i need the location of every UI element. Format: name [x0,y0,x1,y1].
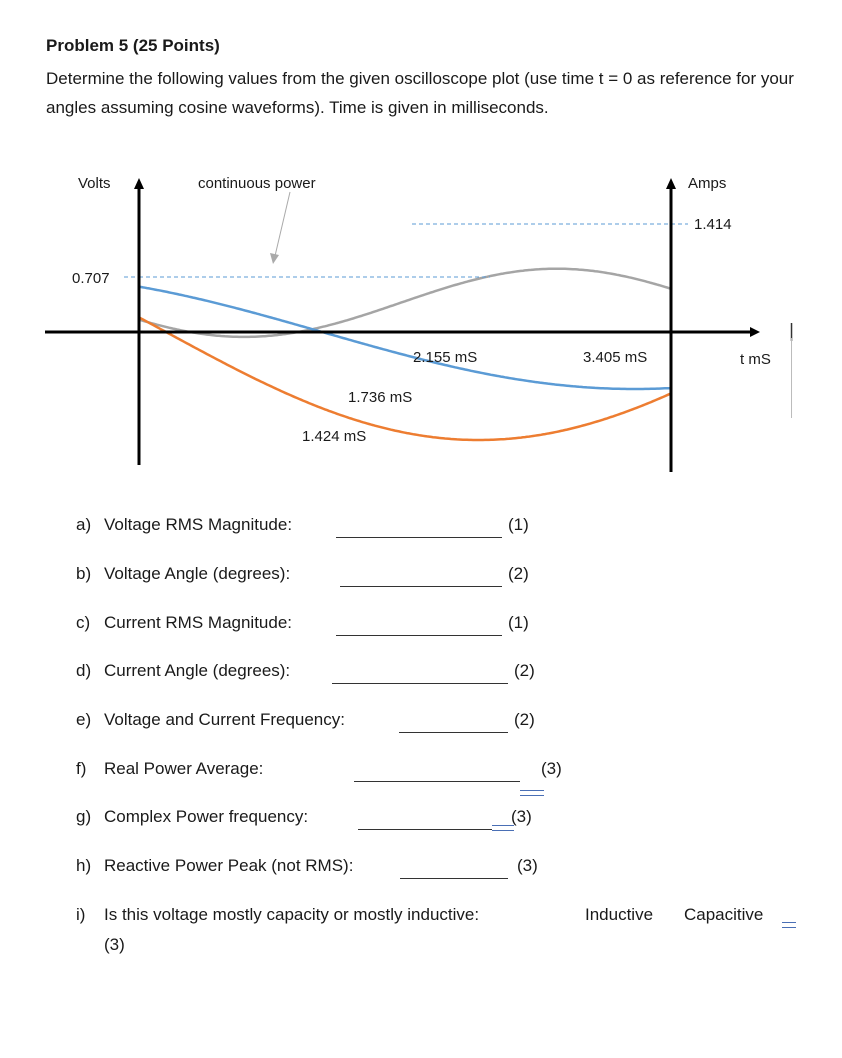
question-d-points: (2) [514,661,535,680]
question-c-text: Current RMS Magnitude: [104,613,293,632]
question-a-letter: a) [76,515,92,534]
time-label-1736: 1.736 mS [348,389,413,406]
current-peak-label: 1.414 [694,216,732,233]
question-f-letter: f) [76,759,87,778]
answer-h-blank[interactable] [400,878,508,879]
question-f [76,759,264,779]
answer-b-blank[interactable] [340,586,502,587]
question-d-letter: d) [76,661,92,680]
continuous-power-label: continuous power [198,175,316,192]
question-b [76,564,291,584]
edit-mark [520,790,544,796]
question-g-text: Complex Power frequency: [104,807,309,826]
time-label-3405: 3.405 mS [583,349,648,366]
problem-instructions: Determine the following values from the given oscilloscope plot (use time t = 0 as reference for your angles assuming cosine waveforms). Time is given in milliseconds. [46,69,794,117]
answer-c-blank[interactable] [336,635,502,636]
question-c-points: (1) [508,613,529,632]
time-label-2155: 2.155 mS [413,349,478,366]
question-f-text: Real Power Average: [104,759,264,778]
answer-e-blank[interactable] [399,732,508,733]
question-a-points: (1) [508,515,529,534]
question-h-letter: h) [76,856,92,875]
question-g-letter: g) [76,807,92,826]
question-g-points: (3) [511,807,532,826]
time-label-1424: 1.424 mS [302,428,367,445]
question-e-points: (2) [514,710,535,729]
question-h-points: (3) [517,856,538,875]
time-axis-label: t mS [740,351,771,368]
question-e-letter: e) [76,710,92,729]
question-f-points: (3) [541,759,562,778]
question-i [76,905,480,925]
amps-axis-label: Amps [688,175,727,192]
question-d [76,661,291,681]
question-h-text: Reactive Power Peak (not RMS): [104,856,354,875]
question-b-points: (2) [508,564,529,583]
edit-mark [782,922,796,928]
answer-a-blank[interactable] [336,537,502,538]
answer-d-blank[interactable] [332,683,508,684]
question-e [76,710,345,730]
question-g [76,807,309,827]
question-a-text: Voltage RMS Magnitude: [104,515,293,534]
question-a [76,515,293,535]
question-d-text: Current Angle (degrees): [104,661,291,680]
question-h [76,856,354,876]
answer-f-blank[interactable] [354,781,520,782]
volts-axis-label: Volts [78,175,111,192]
problem-title: Problem 5 (25 Points) [46,36,220,55]
question-c-letter: c) [76,613,91,632]
question-c [76,613,293,633]
question-i-letter: i) [76,905,86,924]
voltage-peak-label: 0.707 [72,270,110,287]
question-i-points: (3) [104,935,125,954]
question-b-letter: b) [76,564,92,583]
answer-g-blank[interactable] [358,829,492,830]
question-i-text: Is this voltage mostly capacity or mostly inductive: [104,905,480,924]
question-b-text: Voltage Angle (degrees): [104,564,291,583]
option-inductive[interactable]: Inductive [585,905,654,924]
question-e-text: Voltage and Current Frequency: [104,710,345,729]
option-capacitive[interactable]: Capacitive [684,905,764,924]
